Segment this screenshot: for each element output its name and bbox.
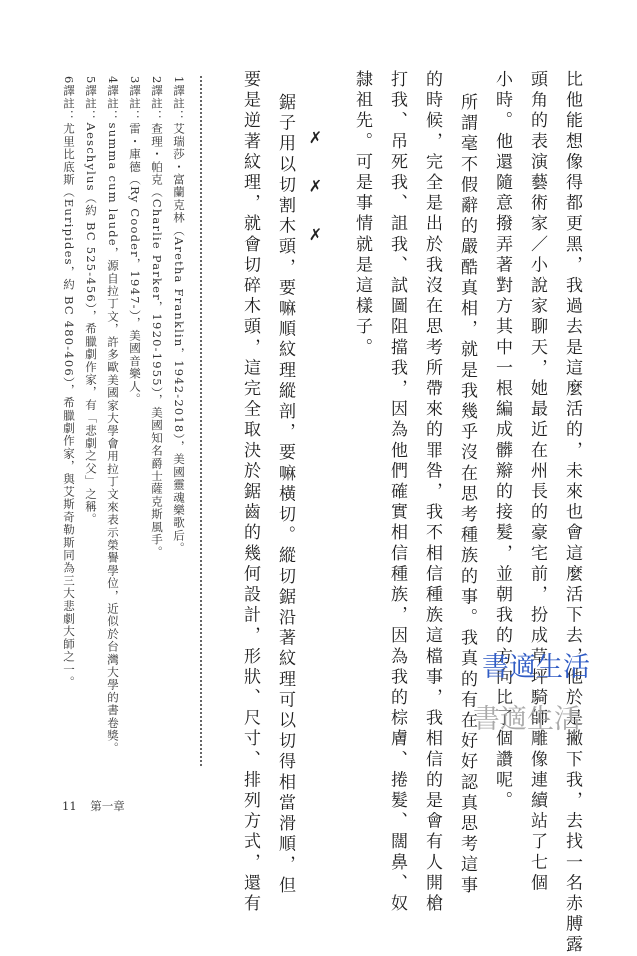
footnote: 4譯註：summa cum laude，源自拉丁文，許多歐美國家大學會用拉丁文來表示榮譽學位，近似於台灣大學的書卷獎。 xyxy=(106,76,120,755)
page-footer xyxy=(62,798,135,814)
footnote: 3譯註：雷・庫德（Ry Cooder，1947-），美國音樂人。 xyxy=(128,76,142,406)
body-line: 的時候，完全是出於我沒在思考所帶來的罪咎，我不相信種族這檔事，我相信的是會有人開槍 xyxy=(422,70,442,915)
watermark-secondary: 書適生活 xyxy=(473,704,581,735)
body-line: 打我、吊死我、詛我、試圖阻擋我，因為他們確實相信種族，因為我的棕膚、捲髮、闊鼻、奴 xyxy=(387,70,407,915)
body-line: 比他能想像得都更黑，我過去是這麼活的，未來也會這麼活下去，他於是撇下我，去找一名赤膊露 xyxy=(562,70,582,956)
footnote: 1譯註：艾瑞莎・富蘭克林（Aretha Franklin，1942-2018），美國靈魂樂歌后。 xyxy=(172,76,186,555)
body-line: 鋸子用以切割木頭，要嘛順紋理縱剖，要嘛橫切。縱切鋸沿著紋理可以切得相當滑順，但 xyxy=(275,93,295,897)
page-number: 11 xyxy=(62,799,77,813)
body-line: 所謂毫不假辭的嚴酷真相，就是我幾乎沒在思考種族的事。我真的有在好好認真思考這事 xyxy=(457,93,477,897)
section-break: ✗ ✗ ✗ xyxy=(306,128,325,257)
watermark-primary: 書適生活 xyxy=(482,652,590,683)
body-line: 要是逆著紋理，就會切碎木頭，這完全取決於鋸齒的幾何設計，形狀、尺寸、排列方式，還有 xyxy=(240,70,260,915)
footnote: 2譯註：查理・帕克（Charlie Parker，1920-1955），美國知名爵士薩克斯風手。 xyxy=(150,76,164,559)
footnote: 6譯註：尤里比底斯（Euripides，約 BC 480-406），希臘劇作家，與艾斯奇勒斯同為三大悲劇大師之一。 xyxy=(62,76,76,689)
body-line: 小時。他還隨意撥弄著對方其中一根編成髒辮的接髮，並朝我的方向比了個讚呢。 xyxy=(492,70,512,812)
footnote-divider xyxy=(200,76,202,766)
body-line: 頭角的表演藝術家／小說家聊天，她最近在州長的豪宅前，扮成草坪騎師雕像連續站了七個 xyxy=(527,70,547,894)
body-line: 隸祖先。可是事情就是這樣子。 xyxy=(352,70,372,359)
footnote: 5譯註：Aeschylus（約 BC 525-456），希臘劇作家，有「悲劇之父」之稱。 xyxy=(84,76,98,526)
chapter-label: 第一章 xyxy=(90,799,125,813)
